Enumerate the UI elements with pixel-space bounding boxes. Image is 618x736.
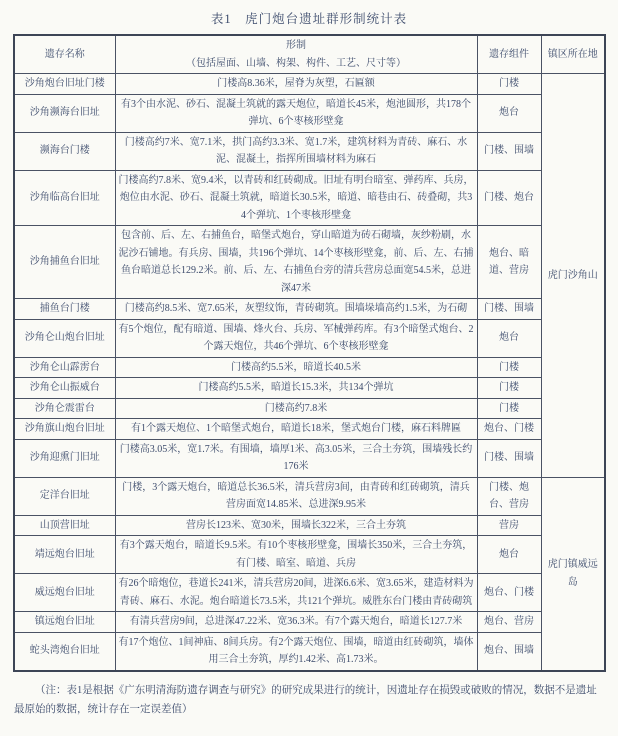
table-row xyxy=(14,94,605,132)
header-row xyxy=(14,35,605,74)
table-row xyxy=(14,319,605,357)
table-row xyxy=(14,612,605,633)
table-row xyxy=(14,132,605,170)
site-name: 定洋台旧址 xyxy=(14,477,115,515)
header-components: 遗存组件 xyxy=(477,35,541,74)
table-row xyxy=(14,299,605,320)
site-name: 沙角濒海台旧址 xyxy=(14,94,115,132)
site-form: 门楼高约5.5米，暗道长40.5米 xyxy=(115,357,477,378)
site-components: 炮台 xyxy=(477,94,541,132)
site-form: 有清兵营房9间，总进深47.22米、宽36.3米。有7个露天炮台，暗道长127.7米 xyxy=(115,612,477,633)
site-form: 有5个炮位，配有暗道、围墙、烽火台、兵房、军械弹药库。有3个暗堡式炮台、2个露天炮位，共46个弹坑、6个枣核形壁龛 xyxy=(115,319,477,357)
location-group-weiyuan: 虎门镇威远岛 xyxy=(541,477,605,671)
site-components: 门楼、围墙 xyxy=(477,299,541,320)
site-name: 沙角仑山炮台旧址 xyxy=(14,319,115,357)
location-group-shajiao: 虎门沙角山 xyxy=(541,74,605,478)
site-name: 捕鱼台门楼 xyxy=(14,299,115,320)
table-row xyxy=(14,477,605,515)
site-components: 门楼 xyxy=(477,378,541,399)
site-form: 有1个露天炮位、1个暗堡式炮台，暗道长18米，堡式炮台门楼，麻石料牌匾 xyxy=(115,419,477,440)
site-name: 沙角临高台旧址 xyxy=(14,170,115,226)
header-form-main: 形制 xyxy=(286,40,306,51)
site-components: 门楼 xyxy=(477,398,541,419)
site-name: 沙角迎熏门旧址 xyxy=(14,439,115,477)
site-components: 炮台、暗道、营房 xyxy=(477,226,541,299)
site-components: 门楼、炮台、营房 xyxy=(477,477,541,515)
table-row xyxy=(14,74,605,95)
site-components: 门楼、围墙 xyxy=(477,439,541,477)
site-components: 炮台、围墙 xyxy=(477,632,541,671)
site-components: 门楼 xyxy=(477,357,541,378)
site-form: 包含前、后、左、右捕鱼台，暗堡式炮台，穿山暗道为砖石砌墙，灰纱粉刷，水泥沙石铺地。有兵房、围墙，共196个弹坑、14个枣核形壁龛，前、后、左、右捕鱼台暗道总长129.2米。前、后、左、右捕鱼台旁的清兵营房总面宽54.5米，总进深47米 xyxy=(115,226,477,299)
site-components: 炮台、门楼 xyxy=(477,574,541,612)
table-row xyxy=(14,515,605,536)
site-name: 靖远炮台旧址 xyxy=(14,536,115,574)
header-form-sub: （包括屋面、山墙、构架、构件、工艺、尺寸等） xyxy=(186,57,406,69)
table-row xyxy=(14,632,605,671)
site-form: 门楼，3个露天炮台，暗道总长36.5米，清兵营房3间，由青砖和红砖砌筑，清兵营房面宽14.85米、总进深9.95米 xyxy=(115,477,477,515)
site-form: 有26个暗炮位，巷道长241米，清兵营房20间，进深6.6米、宽3.65米，建造材料为青砖、麻石、水泥。炮台暗道长73.5米，共121个弹坑。威胜东台门楼由青砖砌筑 xyxy=(115,574,477,612)
site-components: 营房 xyxy=(477,515,541,536)
site-components: 门楼、炮台 xyxy=(477,170,541,226)
site-components: 门楼、围墙 xyxy=(477,132,541,170)
table-row xyxy=(14,378,605,399)
site-name: 沙角仑震雷台 xyxy=(14,398,115,419)
site-name: 沙角旗山炮台旧址 xyxy=(14,419,115,440)
site-form: 有3个由水泥、砂石、混凝土筑就的露天炮位，暗道长45米，炮池圆形，共178个弹坑、6个枣核形壁龛 xyxy=(115,94,477,132)
table-title: 表1 虎门炮台遗址群形制统计表 xyxy=(210,12,408,26)
header-location: 镇区所在地 xyxy=(541,35,605,74)
site-components: 门楼 xyxy=(477,74,541,95)
site-form: 门楼高约8.5米、宽7.65米，灰塑纹饰，青砖砌筑。围墙垛墙高约1.5米，为石砌 xyxy=(115,299,477,320)
site-form: 门楼高约5.5米，暗道长15.3米，共134个弹坑 xyxy=(115,378,477,399)
fort-statistics-table xyxy=(13,34,606,672)
site-form: 有17个炮位、1间神庙、8间兵房。有2个露天炮位、围墙，暗道由红砖砌筑，墙体用三合土夯筑，厚约1.42米、高1.73米。 xyxy=(115,632,477,671)
site-name: 濒海台门楼 xyxy=(14,132,115,170)
site-form: 门楼高3.05米，宽1.7米。有围墙，墙厚1米、高3.05米，三合土夯筑，围墙残长约176米 xyxy=(115,439,477,477)
table-row xyxy=(14,536,605,574)
table-row xyxy=(14,439,605,477)
table-row xyxy=(14,226,605,299)
table-row xyxy=(14,574,605,612)
site-name: 沙角仑山霹雳台 xyxy=(14,357,115,378)
table-row xyxy=(14,419,605,440)
site-form: 营房长123米、宽30米，围墙长322米，三合土夯筑 xyxy=(115,515,477,536)
table-row xyxy=(14,357,605,378)
site-name: 沙角仑山振威台 xyxy=(14,378,115,399)
site-name: 镇远炮台旧址 xyxy=(14,612,115,633)
table-row xyxy=(14,398,605,419)
site-name: 沙角捕鱼台旧址 xyxy=(14,226,115,299)
site-name: 山顶营旧址 xyxy=(14,515,115,536)
site-form: 门楼高约7米、宽7.1米，拱门高约3.3米、宽1.7米，建筑材料为青砖、麻石、水泥、混凝土，指挥所围墙材料为麻石 xyxy=(115,132,477,170)
site-form: 门楼高8.36米，屋脊为灰塑，石匾额 xyxy=(115,74,477,95)
header-form xyxy=(115,35,477,74)
site-name: 威远炮台旧址 xyxy=(14,574,115,612)
site-form: 门楼高约7.8米 xyxy=(115,398,477,419)
site-name: 沙角炮台旧址门楼 xyxy=(14,74,115,95)
site-components: 炮台 xyxy=(477,536,541,574)
site-components: 炮台、营房 xyxy=(477,612,541,633)
site-components: 炮台 xyxy=(477,319,541,357)
site-form: 有3个露天炮台，暗道长9.5米。有10个枣核形壁龛，围墙长350米，三合土夯筑，有门楼、暗室、暗道、兵房 xyxy=(115,536,477,574)
table-footnote: （注：表1是根据《广东明清海防遗存调查与研究》的研究成果进行的统计，因遗址存在损毁或破败的情况，数据不是遗址最原始的数据，统计存在一定误差值） xyxy=(14,684,597,715)
table-row xyxy=(14,170,605,226)
site-components: 炮台、门楼 xyxy=(477,419,541,440)
site-form: 门楼高约7.8米、宽9.4米，以青砖和红砖砌成。旧址有明台暗室、弹药库、兵房，炮位由水泥、砂石、混凝土筑就，暗道长30.5米，暗道、暗巷由石、砖叠砌，共34个弹坑、1个枣核形壁龛 xyxy=(115,170,477,226)
site-name: 蛇头湾炮台旧址 xyxy=(14,632,115,671)
header-name: 遗存名称 xyxy=(14,35,115,74)
